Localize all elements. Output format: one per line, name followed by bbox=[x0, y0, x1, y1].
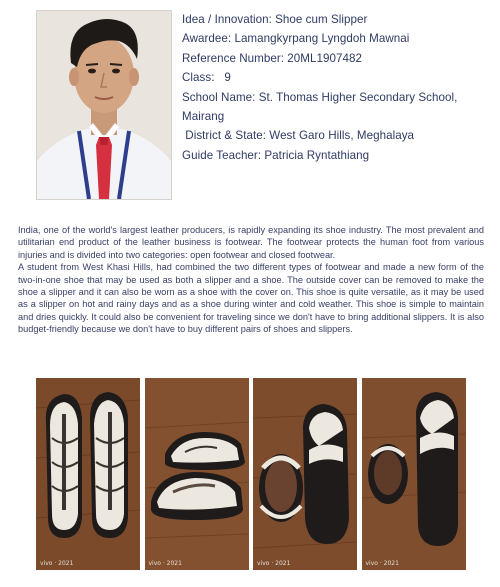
description bbox=[18, 224, 484, 336]
shoe-photo-gallery bbox=[36, 378, 466, 570]
shoe-photo-top-view bbox=[36, 378, 141, 570]
guide-teacher-line: Guide Teacher: Patricia Ryntathiang bbox=[182, 148, 370, 162]
shoe-photo-slipper-mode bbox=[362, 378, 467, 570]
district-line: District & State: West Garo Hills, Meghalaya bbox=[182, 129, 415, 143]
idea-line: Idea / Innovation: Shoe cum Slipper bbox=[182, 13, 368, 26]
awardee-info bbox=[182, 10, 492, 165]
shoe-photo-cover-removed bbox=[253, 378, 358, 570]
student-photo bbox=[36, 10, 172, 200]
photo-watermark: vivo · 2021 bbox=[148, 560, 182, 567]
awardee-line: Awardee: Lamangkyrpang Lyngdoh Mawnai bbox=[182, 32, 410, 46]
photo-watermark: vivo · 2021 bbox=[257, 560, 291, 567]
class-line: Class: 9 bbox=[182, 71, 231, 85]
photo-watermark: vivo · 2021 bbox=[365, 560, 399, 567]
description-paragraph-2: A student from West Khasi Hills, had combined the two different types of footwear and made a new form of the two-in-one shoe that may be used as both a slipper and a shoe. The outside cover can be removed to make the shoe a slipper and it can also be worn as a shoe with the cover on. This shoe is quite versatile, as it may be used as a slipper on hot and rainy days and as a shoe during winter and cold weather. This shoe is simple to maintain and dries quickly. It could also be convenient for traveling since we don't have to bring additional slippers. It is also budget-friendly because we don't have to buy different pairs of shoes and slippers. bbox=[18, 262, 484, 335]
school-line: School Name: St. Thomas Higher Secondary School, Mairang bbox=[182, 90, 458, 124]
reference-line: Reference Number: 20ML1907482 bbox=[182, 51, 362, 65]
photo-watermark: vivo · 2021 bbox=[40, 560, 74, 567]
description-paragraph-1: India, one of the world's largest leather producers, is rapidly expanding its shoe industry. The most prevalent and utilitarian end product of the leather business is footwear. The footwear protects the human foot from various injuries and is divided into two categories: open footwear and closed footwear. bbox=[18, 225, 484, 260]
shoe-photo-side-view bbox=[145, 378, 250, 570]
